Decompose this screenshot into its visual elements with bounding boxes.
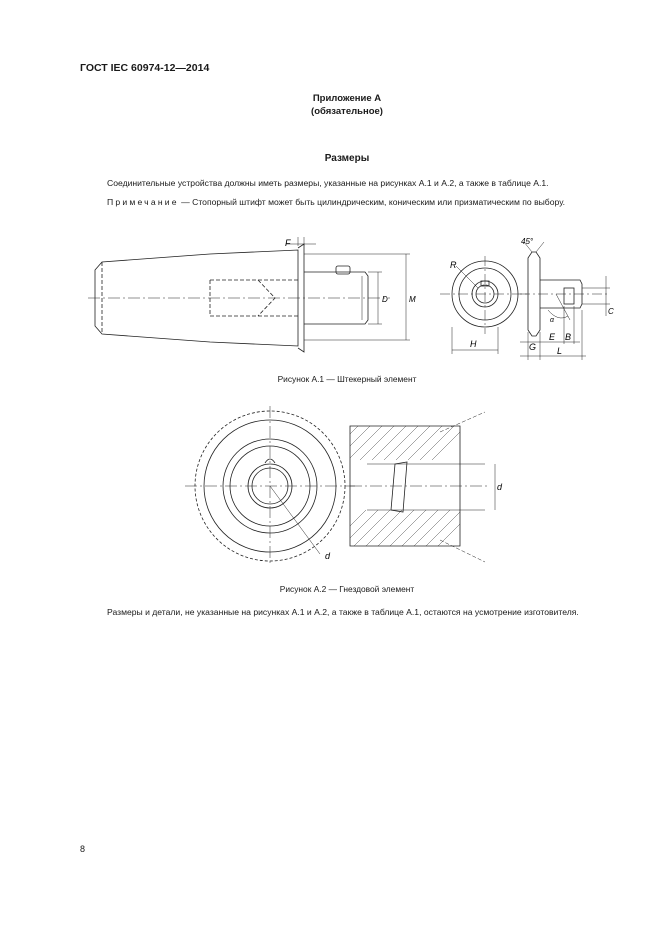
label-alpha: α (550, 317, 554, 324)
figure-a1-drawing (80, 232, 620, 367)
label-D: D (382, 295, 388, 304)
figure-a2-caption: Рисунок А.2 — Гнездовой элемент (279, 584, 415, 594)
closing-paragraph: Размеры и детали, не указанные на рисунках А.1 и А.2, а также в таблице А.1, остаются на усмотрение изготовителя. (107, 607, 579, 617)
label-d-circle: d (325, 551, 331, 561)
label-angle: 45° (521, 237, 534, 246)
label-H: H (470, 339, 477, 349)
note-text: — Стопорный штифт может быть цилиндрическим, коническим или призматическим по выбору. (178, 197, 566, 207)
standard-header: ГОСТ IEC 60974-12—2014 (80, 62, 210, 74)
label-B: B (565, 332, 572, 342)
label-G: G (529, 342, 537, 352)
annex-status: (обязательное) (311, 106, 383, 117)
label-F: F (285, 238, 291, 248)
note-label: Примечание (107, 197, 179, 207)
label-d-side: d (497, 482, 503, 492)
label-R: R (450, 260, 457, 270)
socket-front-view (185, 406, 355, 566)
figure-a1-caption: Рисунок А.1 — Штекерный элемент (277, 374, 417, 384)
plug-end-view (440, 256, 528, 354)
page-number: 8 (80, 844, 86, 854)
annex-heading (0, 92, 661, 118)
label-C: C (608, 307, 614, 316)
plug-side-view (88, 237, 410, 352)
socket-section-view (350, 412, 495, 562)
label-E: E (549, 332, 556, 342)
intro-paragraph: Соединительные устройства должны иметь размеры, указанные на рисунках А.1 и А.2, а также в таблице А.1. (107, 178, 549, 188)
annex-title: Приложение А (312, 93, 382, 104)
note-paragraph (80, 196, 614, 209)
section-title: Размеры (324, 153, 370, 164)
figure-a2-drawing (185, 402, 505, 572)
label-M: M (409, 295, 416, 304)
label-L: L (557, 346, 563, 356)
